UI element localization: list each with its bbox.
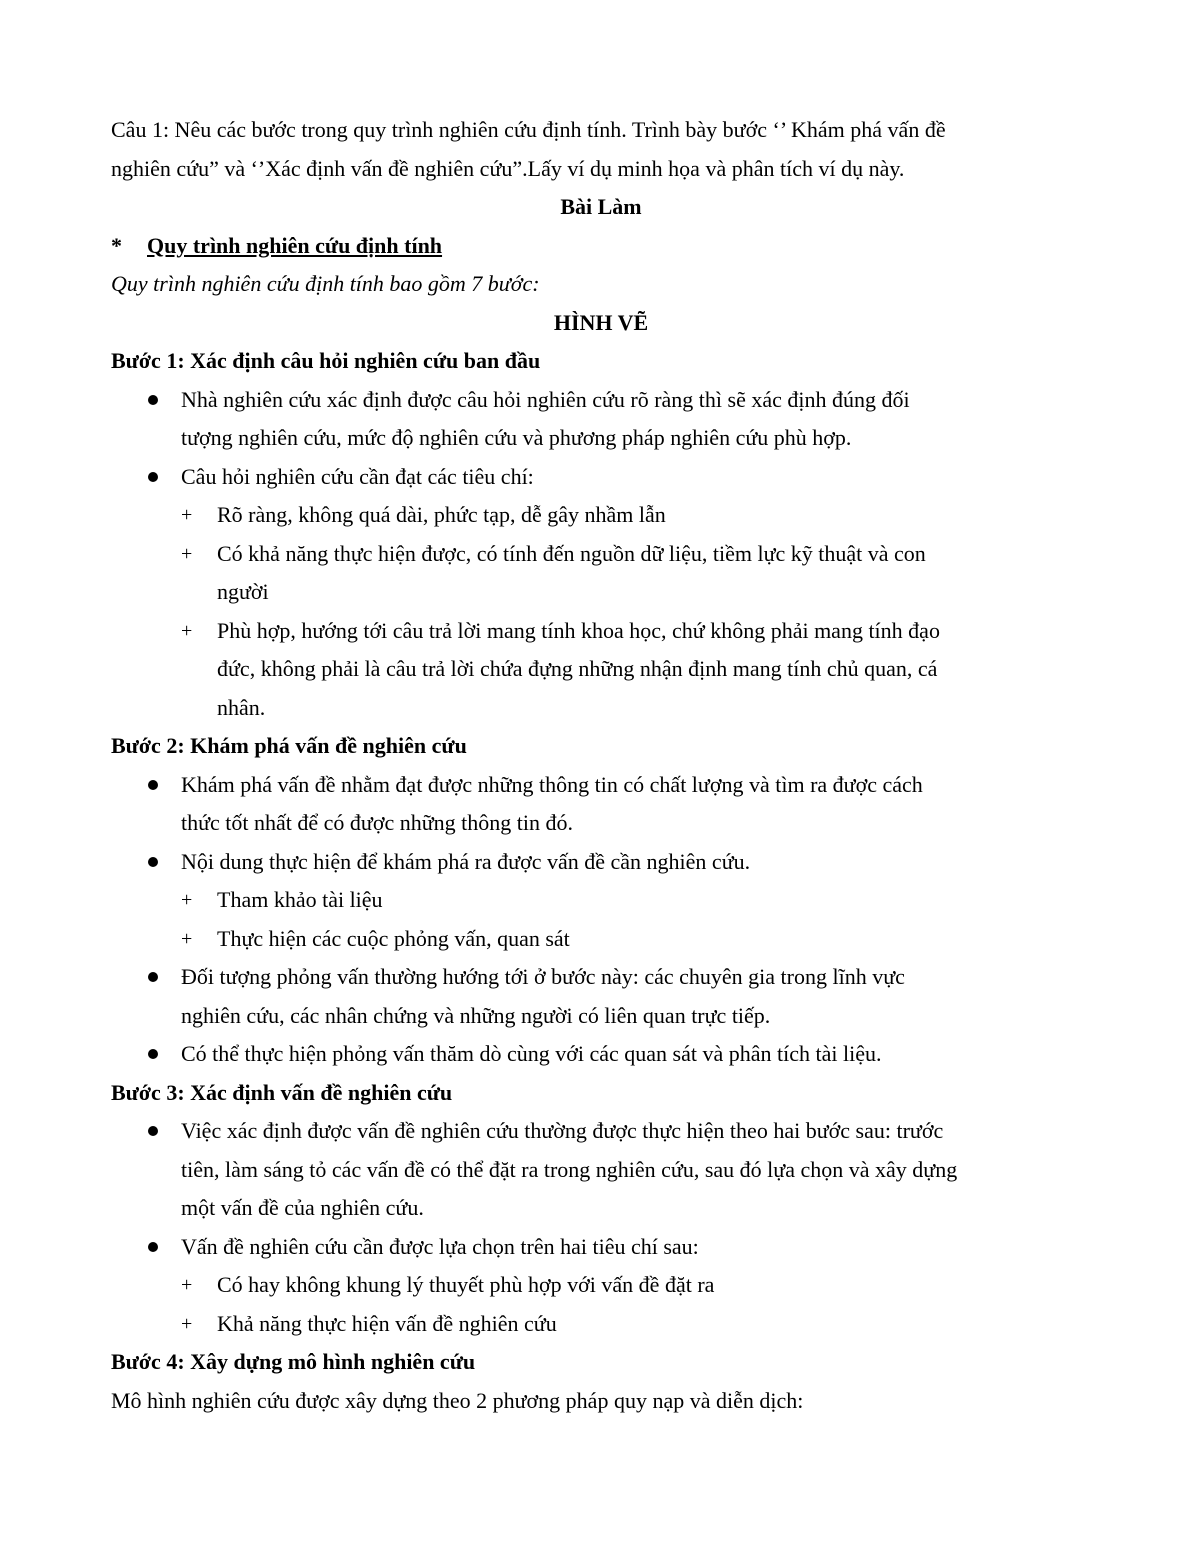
list-item-text: Nhà nghiên cứu xác định được câu hỏi nghiên cứu rõ ràng thì sẽ xác định đúng đối: [181, 386, 910, 412]
bullet-icon: [148, 1242, 158, 1252]
list-item: [111, 766, 1091, 843]
list-item: [111, 1112, 1091, 1228]
plus-icon: +: [181, 504, 193, 526]
list-item-text: Câu hỏi nghiên cứu cần đạt các tiêu chí:: [181, 463, 534, 489]
sub-item-text: Rõ ràng, không quá dài, phức tạp, dễ gây nhầm lẫn: [217, 502, 666, 527]
sub-item: [111, 1266, 1091, 1305]
section-intro: Quy trình nghiên cứu định tính bao gồm 7 bước:: [111, 271, 540, 296]
list-item: [111, 843, 1091, 882]
plus-icon: +: [181, 619, 193, 642]
sub-item-text: Khả năng thực hiện vấn đề nghiên cứu: [217, 1310, 557, 1336]
plus-icon: +: [181, 1312, 193, 1335]
step3-heading: Bước 3: Xác định vấn đề nghiên cứu: [111, 1079, 453, 1105]
bullet-icon: [148, 1049, 158, 1059]
sub-item-text: Thực hiện các cuộc phỏng vấn, quan sát: [217, 925, 570, 951]
list-item-text: tiên, làm sáng tỏ các vấn đề có thể đặt ra trong nghiên cứu, sau đó lựa chọn và xây dựng: [181, 1156, 958, 1182]
list-item-text: Vấn đề nghiên cứu cần được lựa chọn trên hai tiêu chí sau:: [181, 1233, 699, 1259]
step4-paragraph: Mô hình nghiên cứu được xây dựng theo 2 phương pháp quy nạp và diễn dịch:: [111, 1387, 804, 1413]
plus-icon: +: [181, 1274, 193, 1296]
step3-subitems: [111, 1266, 1091, 1343]
list-item: [111, 1035, 1091, 1074]
bullet-icon: [148, 857, 158, 867]
sub-item-text: đức, không phải là câu trả lời chứa đựng những nhận định mang tính chủ quan, cá: [217, 656, 938, 681]
list-item-text: thức tốt nhất để có được những thông tin đó.: [181, 810, 574, 835]
bullet-icon: [148, 472, 158, 482]
list-item-text: Nội dung thực hiện để khám phá ra được vấn đề cần nghiên cứu.: [181, 848, 751, 874]
sub-item: [111, 496, 1091, 535]
sub-item-text: Phù hợp, hướng tới câu trả lời mang tính khoa học, chứ không phải mang tính đạo: [217, 617, 940, 643]
step1-bullets: [111, 381, 1091, 497]
question-line-2: nghiên cứu” và ‘’Xác định vấn đề nghiên cứu”.Lấy ví dụ minh họa và phân tích ví dụ này.: [111, 155, 905, 181]
star-marker: *: [111, 232, 122, 258]
sub-item: [111, 612, 1091, 728]
bullet-icon: [148, 972, 158, 982]
list-item-text: Khám phá vấn đề nhằm đạt được những thông tin có chất lượng và tìm ra được cách: [181, 771, 923, 797]
step2-bullets-continued: [111, 958, 1091, 1074]
list-item-text: Việc xác định được vấn đề nghiên cứu thường được thực hiện theo hai bước sau: trước: [181, 1118, 944, 1143]
plus-icon: +: [181, 889, 193, 911]
list-item-text: Đối tượng phỏng vấn thường hướng tới ở bước này: các chuyên gia trong lĩnh vực: [181, 964, 905, 989]
document-page: [111, 111, 1091, 1420]
sub-item-text: Có khả năng thực hiện được, có tính đến nguồn dữ liệu, tiềm lực kỹ thuật và con: [217, 540, 926, 566]
bullet-icon: [148, 780, 158, 790]
sub-item-text: người: [217, 579, 269, 604]
document-title: Bài Làm: [560, 194, 642, 219]
step2-bullets: [111, 766, 1091, 882]
list-item-text: nghiên cứu, các nhân chứng và những người có liên quan trực tiếp.: [181, 1002, 771, 1028]
list-item-text: một vấn đề của nghiên cứu.: [181, 1195, 424, 1220]
list-item: [111, 381, 1091, 458]
sub-item: [111, 881, 1091, 920]
step4-heading: Bước 4: Xây dựng mô hình nghiên cứu: [111, 1349, 476, 1374]
bullet-icon: [148, 1126, 158, 1136]
list-item-text: tượng nghiên cứu, mức độ nghiên cứu và phương pháp nghiên cứu phù hợp.: [181, 425, 852, 450]
plus-icon: +: [181, 927, 193, 950]
question-line-1: Câu 1: Nêu các bước trong quy trình nghiên cứu định tính. Trình bày bước ‘’ Khám phá vấn đề: [111, 117, 946, 142]
sub-item: [111, 1305, 1091, 1344]
list-item: [111, 958, 1091, 1035]
list-item: [111, 1228, 1091, 1267]
step2-heading: Bước 2: Khám phá vấn đề nghiên cứu: [111, 733, 467, 758]
bullet-icon: [148, 395, 158, 405]
sub-item-text: nhân.: [217, 694, 266, 720]
step1-subitems: [111, 496, 1091, 727]
sub-item-text: Tham khảo tài liệu: [217, 887, 383, 912]
section-heading: [111, 227, 1091, 266]
sub-item: [111, 920, 1091, 959]
step2-subitems: [111, 881, 1091, 958]
figure-label: HÌNH VẼ: [553, 309, 649, 335]
sub-item: [111, 535, 1091, 612]
section-heading-text: Quy trình nghiên cứu định tính: [147, 232, 443, 258]
list-item: [111, 458, 1091, 497]
sub-item-text: Có hay không khung lý thuyết phù hợp với vấn đề đặt ra: [217, 1272, 715, 1297]
plus-icon: +: [181, 542, 193, 565]
step3-bullets: [111, 1112, 1091, 1266]
list-item-text: Có thể thực hiện phỏng vấn thăm dò cùng với các quan sát và phân tích tài liệu.: [181, 1041, 882, 1066]
step1-heading: Bước 1: Xác định câu hỏi nghiên cứu ban đầu: [111, 348, 541, 373]
